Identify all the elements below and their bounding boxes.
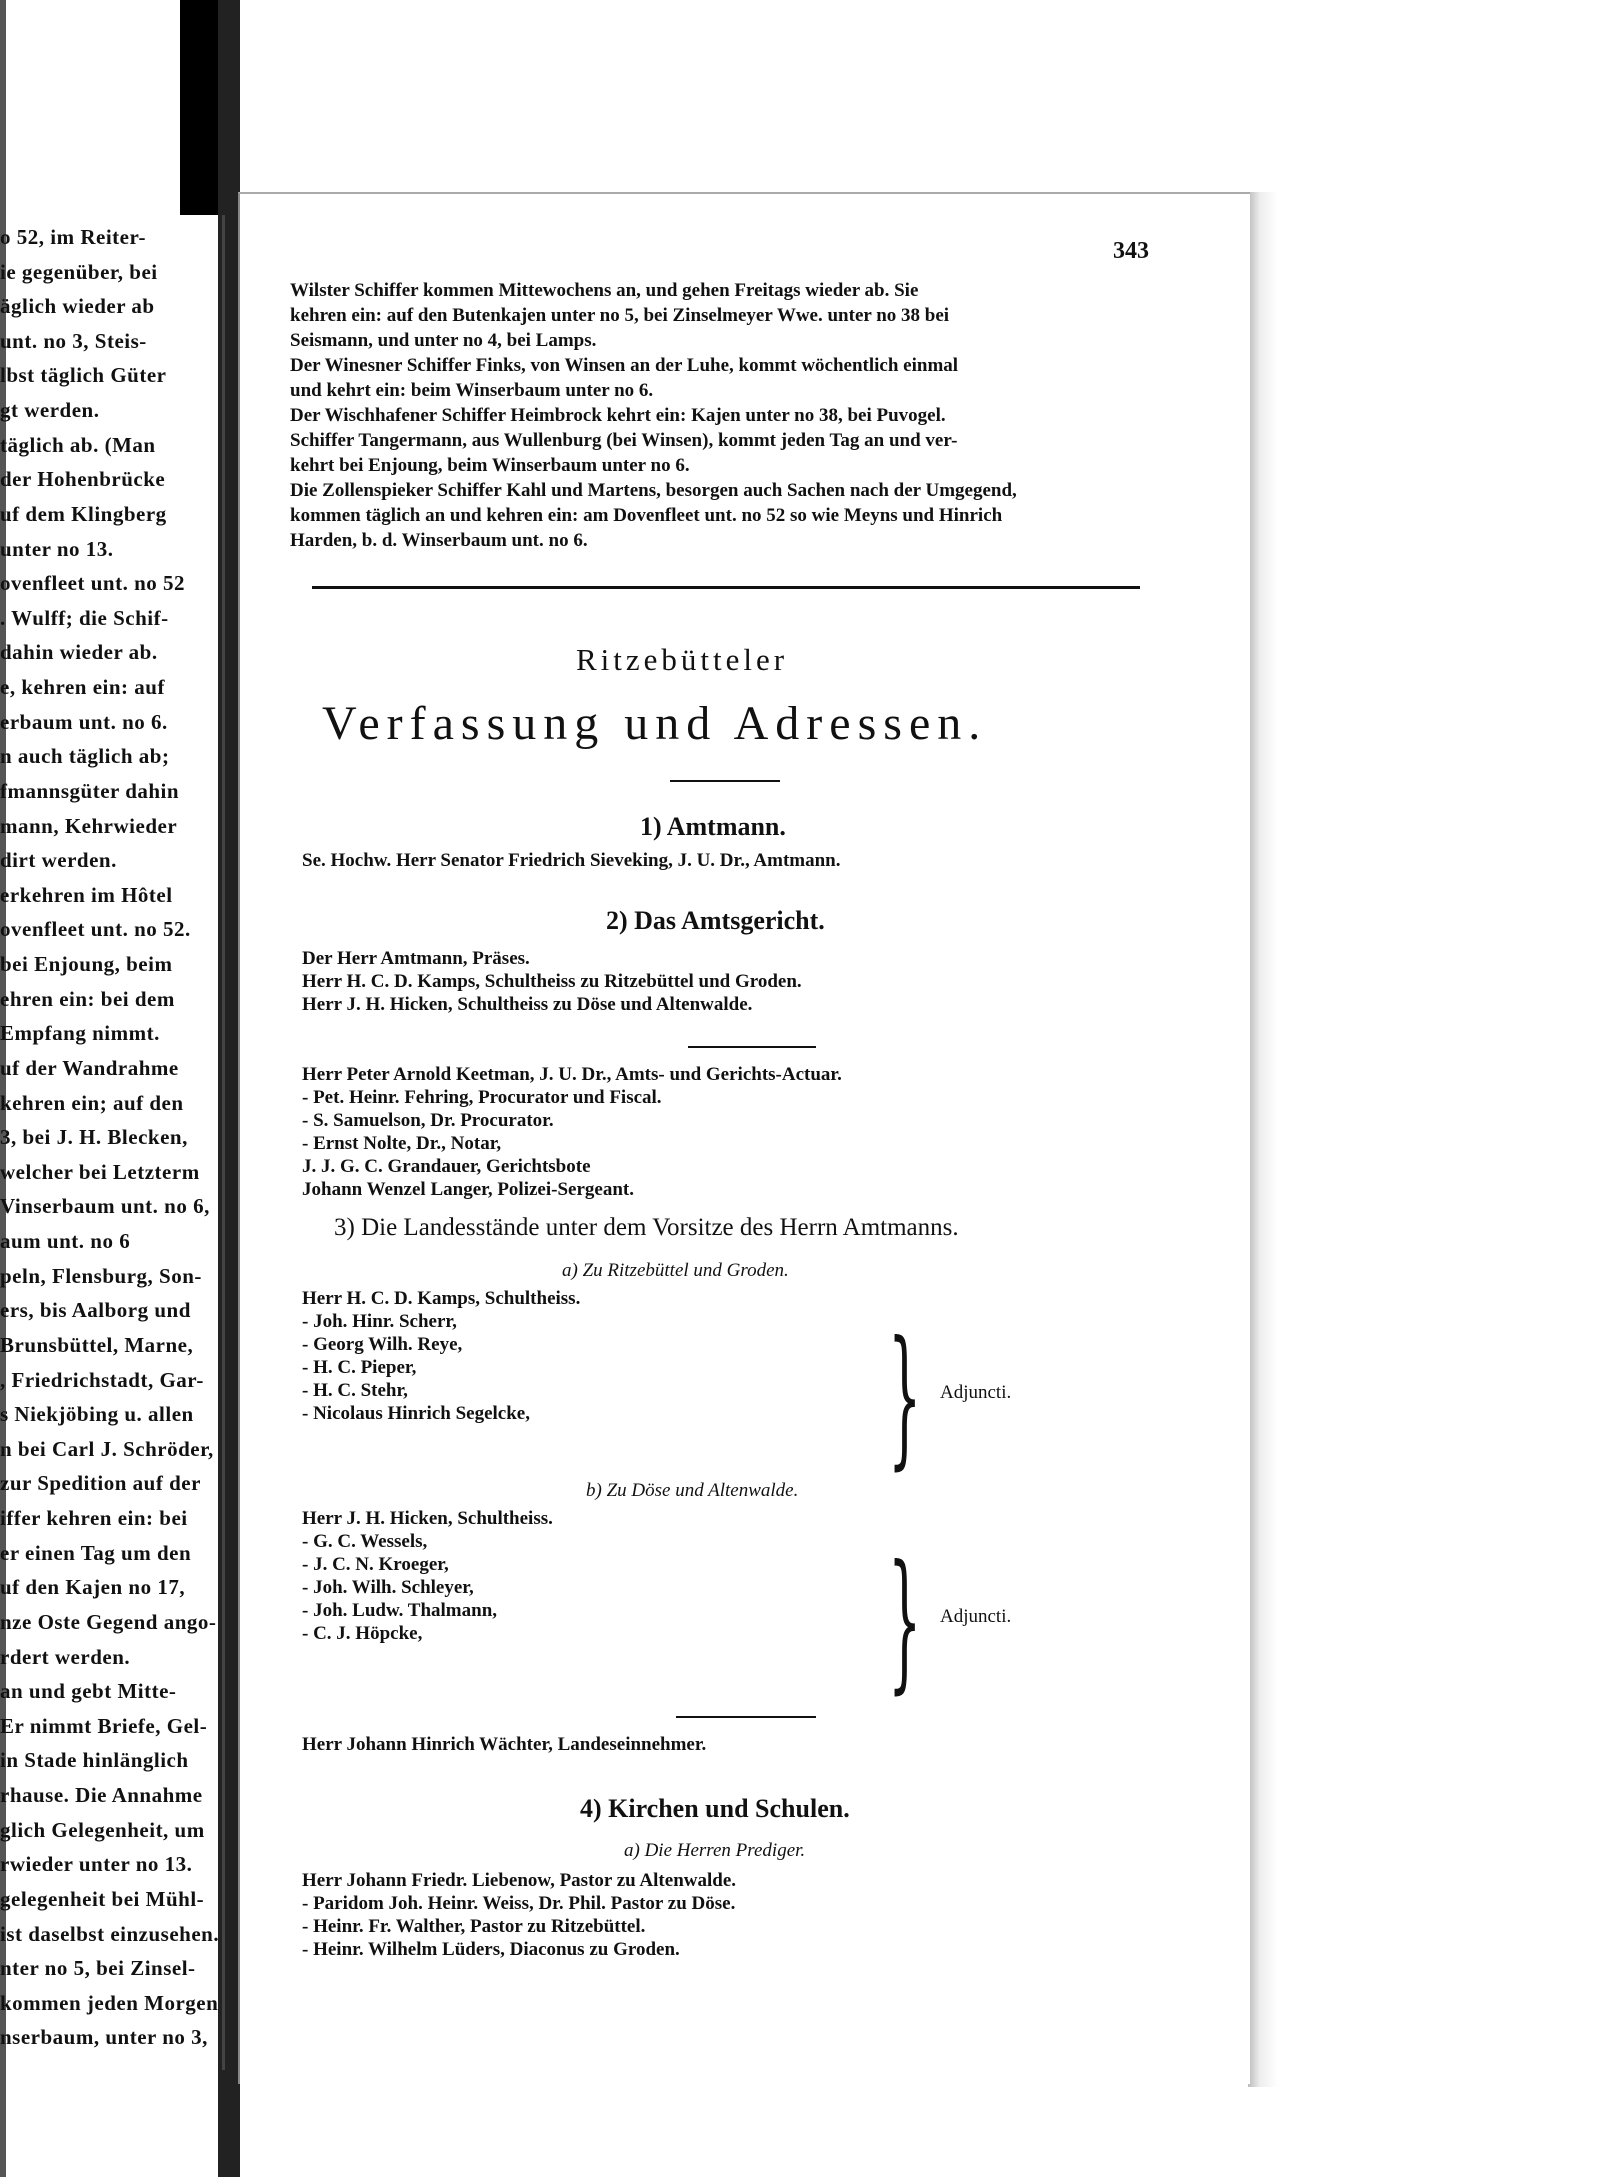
section3-closing: Herr Johann Hinrich Wächter, Landeseinnehmer.: [302, 1734, 707, 1755]
court-member-line: Herr H. C. D. Kamps, Schultheiss zu Ritzebüttel und Groden.: [302, 971, 802, 992]
left-page-line: ovenfleet unt. no 52.: [0, 917, 191, 941]
left-page-line: Empfang nimmt.: [0, 1021, 160, 1045]
paragraph-line: kehrt bei Enjoung, beim Winserbaum unter no 6.: [290, 455, 690, 476]
left-page-line: nter no 5, bei Zinsel-: [0, 1956, 196, 1980]
title-small: Ritzebütteler: [576, 642, 789, 677]
estate-member-line: - C. J. Höpcke,: [302, 1623, 423, 1644]
paragraph-line: kehren ein: auf den Butenkajen unter no 5, bei Zinselmeyer Wwe. unter no 38 bei: [290, 305, 950, 326]
section4-heading: 4) Kirchen und Schulen.: [580, 1794, 850, 1823]
court-member-line: Herr J. H. Hicken, Schultheiss zu Döse und Altenwalde.: [302, 994, 753, 1015]
title-large: Verfassung und Adressen.: [322, 697, 988, 750]
court-staff-line: Johann Wenzel Langer, Polizei-Sergeant.: [302, 1179, 634, 1200]
left-page-line: unt. no 3, Steis-: [0, 329, 147, 353]
adjuncti-a-label: Adjuncti.: [940, 1382, 1012, 1403]
brace-b: }: [888, 1534, 922, 1708]
left-page-line: der Hohenbrücke: [0, 467, 166, 491]
paragraph-line: Harden, b. d. Winserbaum unt. no 6.: [290, 530, 588, 551]
left-page-line: n bei Carl J. Schröder,: [0, 1437, 214, 1461]
left-page-line: uf dem Klingberg: [0, 502, 167, 526]
section1-heading: 1) Amtmann.: [640, 812, 786, 841]
section1-line: Se. Hochw. Herr Senator Friedrich Sieveking, J. U. Dr., Amtmann.: [302, 850, 841, 871]
paragraph-line: und kehrt ein: beim Winserbaum unter no 6.: [290, 380, 654, 401]
left-page-line: an und gebt Mitte-: [0, 1679, 177, 1703]
page-number: 343: [1113, 238, 1149, 264]
section3-rule: [676, 1716, 816, 1718]
left-page-line: ers, bis Aalborg und: [0, 1298, 191, 1322]
left-page-line: . Wulff; die Schif-: [0, 606, 169, 630]
estate-member-line: - Georg Wilh. Reye,: [302, 1334, 463, 1355]
left-page-line: bei Enjoung, beim: [0, 952, 173, 976]
left-page-line: unter no 13.: [0, 537, 114, 561]
section3-sub-a: a) Zu Ritzebüttel und Groden.: [562, 1260, 789, 1281]
section4-sub-a: a) Die Herren Prediger.: [624, 1840, 806, 1861]
paragraph-line: Der Wischhafener Schiffer Heimbrock kehrt ein: Kajen unter no 38, bei Puvogel.: [290, 405, 946, 426]
left-page-line: uf den Kajen no 17,: [0, 1575, 186, 1599]
left-page-line: dahin wieder ab.: [0, 640, 158, 664]
preacher-line: - Paridom Joh. Heinr. Weiss, Dr. Phil. Pastor zu Döse.: [302, 1893, 736, 1914]
left-page-line: zur Spedition auf der: [0, 1471, 201, 1495]
left-page-line: iffer kehren ein: bei: [0, 1506, 188, 1530]
left-page-line: rdert werden.: [0, 1645, 131, 1669]
title-rule: [670, 780, 780, 782]
left-page-line: dirt werden.: [0, 848, 117, 872]
left-page-line: rhause. Die Annahme: [0, 1783, 203, 1807]
court-staff-line: - Ernst Nolte, Dr., Notar,: [302, 1133, 502, 1154]
paragraph-line: Seismann, und unter no 4, bei Lamps.: [290, 330, 597, 351]
paragraph-line: Die Zollenspieker Schiffer Kahl und Martens, besorgen auch Sachen nach der Umgegend,: [290, 480, 1017, 501]
left-page-line: e, kehren ein: auf: [0, 675, 165, 699]
left-page-line: ehren ein: bei dem: [0, 987, 175, 1011]
left-page-line: Brunsbüttel, Marne,: [0, 1333, 194, 1357]
preacher-line: Herr Johann Friedr. Liebenow, Pastor zu Altenwalde.: [302, 1870, 737, 1891]
left-page-line: ie gegenüber, bei: [0, 260, 158, 284]
section-divider: [312, 586, 1140, 589]
preacher-line: - Heinr. Wilhelm Lüders, Diaconus zu Groden.: [302, 1939, 680, 1960]
estate-member-line: Herr J. H. Hicken, Schultheiss.: [302, 1508, 553, 1529]
section3-heading: 3) Die Landesstände unter dem Vorsitze des Herrn Amtmanns.: [334, 1214, 959, 1241]
left-page-line: glich Gelegenheit, um: [0, 1818, 205, 1842]
court-staff-line: Herr Peter Arnold Keetman, J. U. Dr., Amts- und Gerichts-Actuar.: [302, 1064, 842, 1085]
section2-rule: [688, 1046, 816, 1048]
court-staff-line: J. J. G. C. Grandauer, Gerichtsbote: [302, 1156, 591, 1177]
left-page-line: Vinserbaum unt. no 6,: [0, 1194, 210, 1218]
left-page-line: gt werden.: [0, 398, 100, 422]
estate-member-line: - J. C. N. Kroeger,: [302, 1554, 449, 1575]
left-page-line: gelegenheit bei Mühl-: [0, 1887, 205, 1911]
estate-member-line: Herr H. C. D. Kamps, Schultheiss.: [302, 1288, 581, 1309]
gutter-line: [222, 215, 225, 2070]
main-page: [238, 192, 1250, 2084]
left-page-line: täglich ab. (Man: [0, 433, 156, 457]
estate-member-line: - Nicolaus Hinrich Segelcke,: [302, 1403, 530, 1424]
left-page-line: peln, Flensburg, Son-: [0, 1264, 202, 1288]
court-staff-line: - Pet. Heinr. Fehring, Procurator und Fiscal.: [302, 1087, 662, 1108]
left-page-line: in Stade hinlänglich: [0, 1748, 189, 1772]
court-staff-line: - S. Samuelson, Dr. Procurator.: [302, 1110, 554, 1131]
estate-member-line: - H. C. Stehr,: [302, 1380, 408, 1401]
paragraph-line: Der Winesner Schiffer Finks, von Winsen an der Luhe, kommt wöchentlich einmal: [290, 355, 959, 376]
section3-sub-b: b) Zu Döse und Altenwalde.: [586, 1480, 799, 1501]
left-page-line: Er nimmt Briefe, Gel-: [0, 1714, 208, 1738]
preacher-line: - Heinr. Fr. Walther, Pastor zu Ritzebüttel.: [302, 1916, 646, 1937]
left-page-line: äglich wieder ab: [0, 294, 155, 318]
estate-member-line: - Joh. Wilh. Schleyer,: [302, 1577, 474, 1598]
adjuncti-b-label: Adjuncti.: [940, 1606, 1012, 1627]
left-page-line: n auch täglich ab;: [0, 744, 170, 768]
left-page-line: ovenfleet unt. no 52: [0, 571, 185, 595]
left-facing-page: [0, 215, 220, 2070]
page-edge-shadow: [1248, 192, 1278, 2087]
paragraph-line: Schiffer Tangermann, aus Wullenburg (bei Winsen), kommt jeden Tag an und ver-: [290, 430, 958, 451]
left-page-line: erbaum unt. no 6.: [0, 710, 168, 734]
left-page-line: erkehren im Hôtel: [0, 883, 173, 907]
paragraph-line: Wilster Schiffer kommen Mittewochens an, und gehen Freitags wieder ab. Sie: [290, 280, 919, 301]
section2-heading: 2) Das Amtsgericht.: [606, 906, 825, 935]
left-page-line: er einen Tag um den: [0, 1541, 192, 1565]
left-page-line: aum unt. no 6: [0, 1229, 131, 1253]
left-page-line: lbst täglich Güter: [0, 363, 167, 387]
left-page-line: 3, bei J. H. Blecken,: [0, 1125, 188, 1149]
left-page-line: mann, Kehrwieder: [0, 814, 178, 838]
estate-member-line: - Joh. Hinr. Scherr,: [302, 1311, 457, 1332]
left-page-line: kehren ein; auf den: [0, 1091, 184, 1115]
left-page-line: o 52, im Reiter-: [0, 225, 146, 249]
left-page-line: nze Oste Gegend ango-: [0, 1610, 217, 1634]
left-page-line: , Friedrichstadt, Gar-: [0, 1368, 204, 1392]
left-page-line: fmannsgüter dahin: [0, 779, 180, 803]
left-page-line: uf der Wandrahme: [0, 1056, 179, 1080]
left-page-line: welcher bei Letzterm: [0, 1160, 200, 1184]
left-page-line: s Niekjöbing u. allen: [0, 1402, 194, 1426]
estate-member-line: - H. C. Pieper,: [302, 1357, 417, 1378]
left-page-line: rwieder unter no 13.: [0, 1852, 193, 1876]
court-member-line: Der Herr Amtmann, Präses.: [302, 948, 530, 969]
left-page-line: nserbaum, unter no 3,: [0, 2025, 208, 2049]
brace-a: }: [888, 1310, 922, 1484]
paragraph-line: kommen täglich an und kehren ein: am Dovenfleet unt. no 52 so wie Meyns und Hinrich: [290, 505, 1003, 526]
estate-member-line: - G. C. Wessels,: [302, 1531, 428, 1552]
estate-member-line: - Joh. Ludw. Thalmann,: [302, 1600, 498, 1621]
left-page-line: ist daselbst einzusehen.: [0, 1922, 220, 1946]
left-page-line: kommen jeden Morgen: [0, 1991, 219, 2015]
